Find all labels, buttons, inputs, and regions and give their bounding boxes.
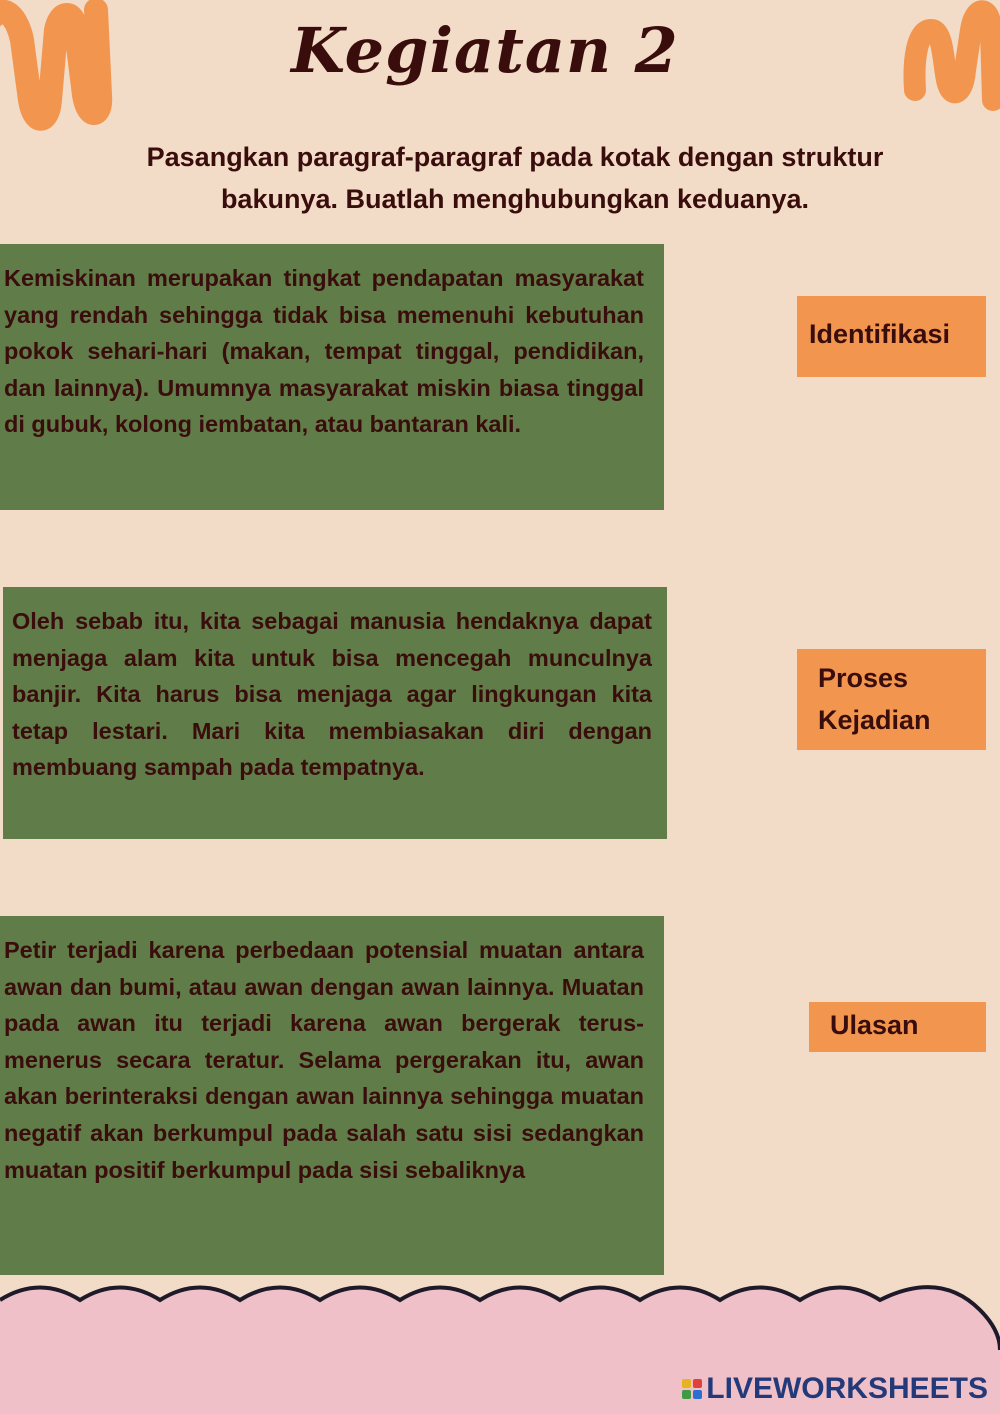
label-text: Ulasan bbox=[830, 1010, 919, 1040]
paragraph-box-2[interactable] bbox=[3, 587, 667, 839]
label-text: Identifikasi bbox=[809, 319, 951, 349]
paragraph-text: Petir terjadi karena perbedaan potensial muatan antara awan dan bumi, atau awan dengan awan lainnya. Muatan pada awan itu terjadi karena awan bergerak terus-menerus secara teratur. Selama pergerakan itu, awan akan berinteraksi dengan awan lainnya sehingga muatan negatif akan berkumpul pada salah satu sisi sedangkan muatan positif berkumpul pada sisi sebaliknya bbox=[4, 937, 644, 1183]
instruction-text: Pasangkan paragraf-paragraf pada kotak dengan struktur bakunya. Buatlah menghubungkan keduanya. bbox=[146, 142, 884, 214]
label-ulasan[interactable] bbox=[809, 1002, 986, 1052]
liveworksheets-branding bbox=[682, 1372, 988, 1406]
label-text-line1: Proses bbox=[818, 663, 909, 693]
paragraph-text: Oleh sebab itu, kita sebagai manusia hendaknya dapat menjaga alam kita untuk bisa mencegah munculnya banjir. Kita harus bisa menjaga agar lingkungan kita tetap lestari. Mari kita membiasakan diri dengan membuang sampah pada tempatnya. bbox=[12, 608, 652, 781]
label-proses-kejadian[interactable] bbox=[797, 649, 986, 750]
page-title: Kegiatan 2 bbox=[291, 14, 679, 87]
label-identifikasi[interactable] bbox=[797, 296, 986, 377]
paragraph-text: Kemiskinan merupakan tingkat pendapatan masyarakat yang rendah sehingga tidak bisa memenuhi kebutuhan pokok sehari-hari (makan, tempat tinggal, pendidikan, dan lainnya). Umumnya masyarakat miskin biasa tinggal di gubuk, kolong iembatan, atau bantaran kali. bbox=[4, 265, 644, 438]
paragraph-box-1[interactable] bbox=[0, 244, 664, 510]
label-text-line2: Kejadian bbox=[818, 705, 931, 735]
liveworksheets-logo-icon bbox=[682, 1379, 702, 1399]
brand-name: LIVEWORKSHEETS bbox=[706, 1372, 988, 1405]
paragraph-box-3[interactable] bbox=[0, 916, 664, 1275]
